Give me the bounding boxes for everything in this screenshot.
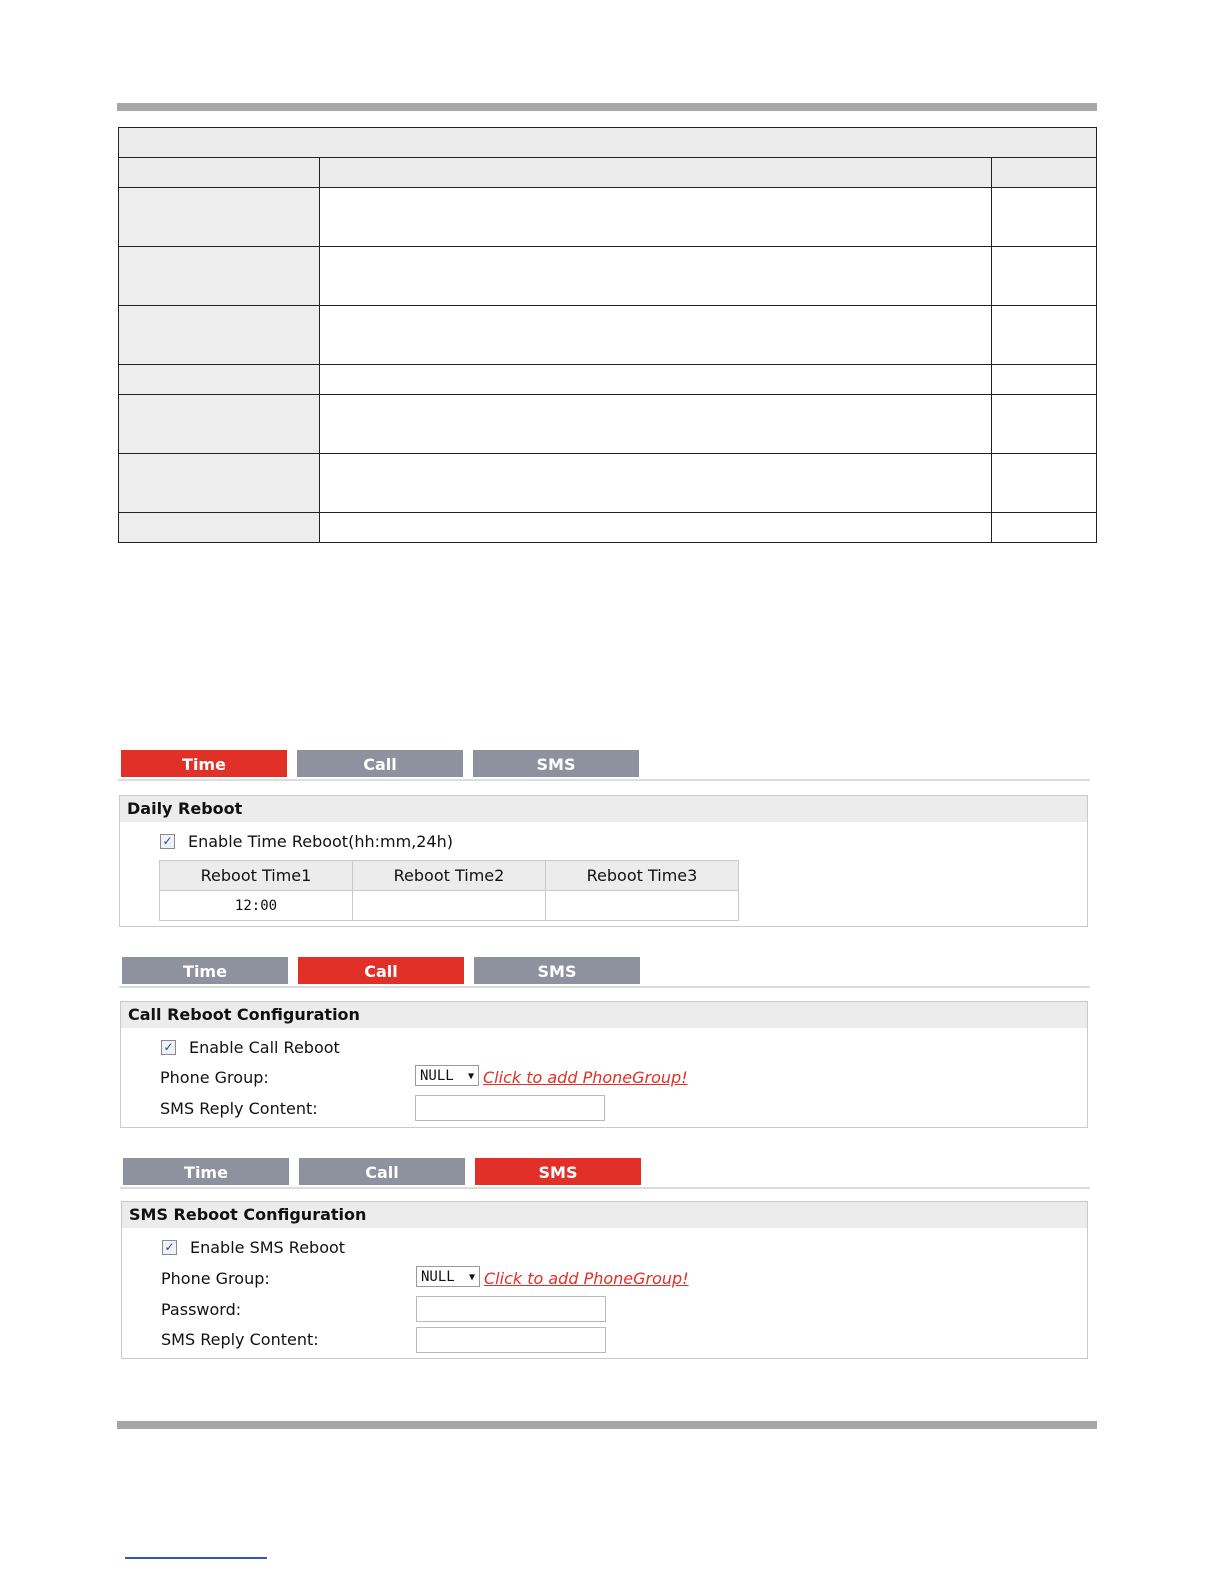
enable-sms-reboot-checkbox[interactable] <box>162 1240 177 1255</box>
add-phonegroup-link[interactable]: Click to add PhoneGroup! <box>483 1068 688 1087</box>
phone-group-label: Phone Group: <box>160 1068 269 1087</box>
password-label: Password: <box>161 1300 242 1319</box>
triangle-down-icon: ▼ <box>467 1071 474 1082</box>
call-reboot-panel <box>120 1001 1088 1128</box>
add-phonegroup-link[interactable]: Click to add PhoneGroup! <box>484 1269 689 1288</box>
tab-bar-time <box>121 750 639 777</box>
select-value: NULL <box>421 1269 455 1285</box>
checkbox-label: Enable SMS Reboot <box>190 1238 346 1257</box>
daily-reboot-panel <box>119 795 1088 927</box>
tab-time[interactable]: Time <box>123 1158 289 1185</box>
table-row <box>119 513 1097 543</box>
sms-reply-input[interactable] <box>415 1095 605 1121</box>
sms-reply-label: SMS Reply Content: <box>161 1330 319 1349</box>
tab-bar-call <box>122 957 640 984</box>
tab-time[interactable]: Time <box>121 750 287 777</box>
tab-bar-sms <box>123 1158 641 1185</box>
tab-call[interactable]: Call <box>298 957 464 984</box>
phone-group-label: Phone Group: <box>161 1269 270 1288</box>
table-row <box>119 454 1097 513</box>
table-header-cell <box>991 158 1096 188</box>
reboot-time2-input[interactable] <box>353 891 546 921</box>
header-rule <box>117 103 1097 111</box>
checkbox-label: Enable Time Reboot(hh:mm,24h) <box>188 832 453 851</box>
reboot-time2-header: Reboot Time2 <box>353 861 546 891</box>
triangle-down-icon: ▼ <box>468 1272 475 1283</box>
panel-title: Daily Reboot <box>120 796 1087 822</box>
check-icon: ✓ <box>162 834 173 848</box>
tab-call[interactable]: Call <box>297 750 463 777</box>
tab-call[interactable]: Call <box>299 1158 465 1185</box>
footer-rule <box>117 1421 1097 1429</box>
enable-time-reboot-checkbox[interactable] <box>160 834 175 849</box>
reboot-time1-header: Reboot Time1 <box>160 861 353 891</box>
panel-title: SMS Reboot Configuration <box>122 1202 1087 1228</box>
tab-sms[interactable]: SMS <box>473 750 639 777</box>
table-row <box>119 188 1097 247</box>
sms-reply-label: SMS Reply Content: <box>160 1099 318 1118</box>
table-header-cell <box>320 158 991 188</box>
sms-reboot-panel <box>121 1201 1088 1359</box>
tab-time[interactable]: Time <box>122 957 288 984</box>
sms-reply-input[interactable] <box>416 1327 606 1353</box>
checkbox-label: Enable Call Reboot <box>189 1038 340 1057</box>
reboot-time3-input[interactable] <box>546 891 739 921</box>
table-row <box>119 247 1097 306</box>
table-row <box>119 306 1097 365</box>
panel-title: Call Reboot Configuration <box>121 1002 1087 1028</box>
check-icon: ✓ <box>163 1040 174 1054</box>
tab-divider <box>118 779 1090 781</box>
check-icon: ✓ <box>164 1240 175 1254</box>
reboot-times-table <box>159 860 739 921</box>
reboot-time1-input[interactable]: 12:00 <box>160 891 353 921</box>
table-header-cell <box>119 158 320 188</box>
tab-sms[interactable]: SMS <box>474 957 640 984</box>
enable-call-reboot-row <box>161 1038 340 1057</box>
tab-divider <box>119 986 1090 988</box>
enable-time-reboot-row <box>160 832 453 851</box>
phone-group-select[interactable] <box>416 1266 480 1287</box>
reboot-time3-header: Reboot Time3 <box>546 861 739 891</box>
table-row <box>119 365 1097 395</box>
table-title-row <box>119 128 1097 158</box>
enable-sms-reboot-row <box>162 1238 345 1257</box>
table-row <box>119 395 1097 454</box>
enable-call-reboot-checkbox[interactable] <box>161 1040 176 1055</box>
select-value: NULL <box>420 1068 454 1084</box>
password-input[interactable] <box>416 1296 606 1322</box>
phone-group-select[interactable] <box>415 1065 479 1086</box>
footer-link-underline <box>125 1557 267 1559</box>
tab-divider <box>120 1187 1090 1189</box>
tab-sms[interactable]: SMS <box>475 1158 641 1185</box>
parameter-table <box>118 127 1097 543</box>
